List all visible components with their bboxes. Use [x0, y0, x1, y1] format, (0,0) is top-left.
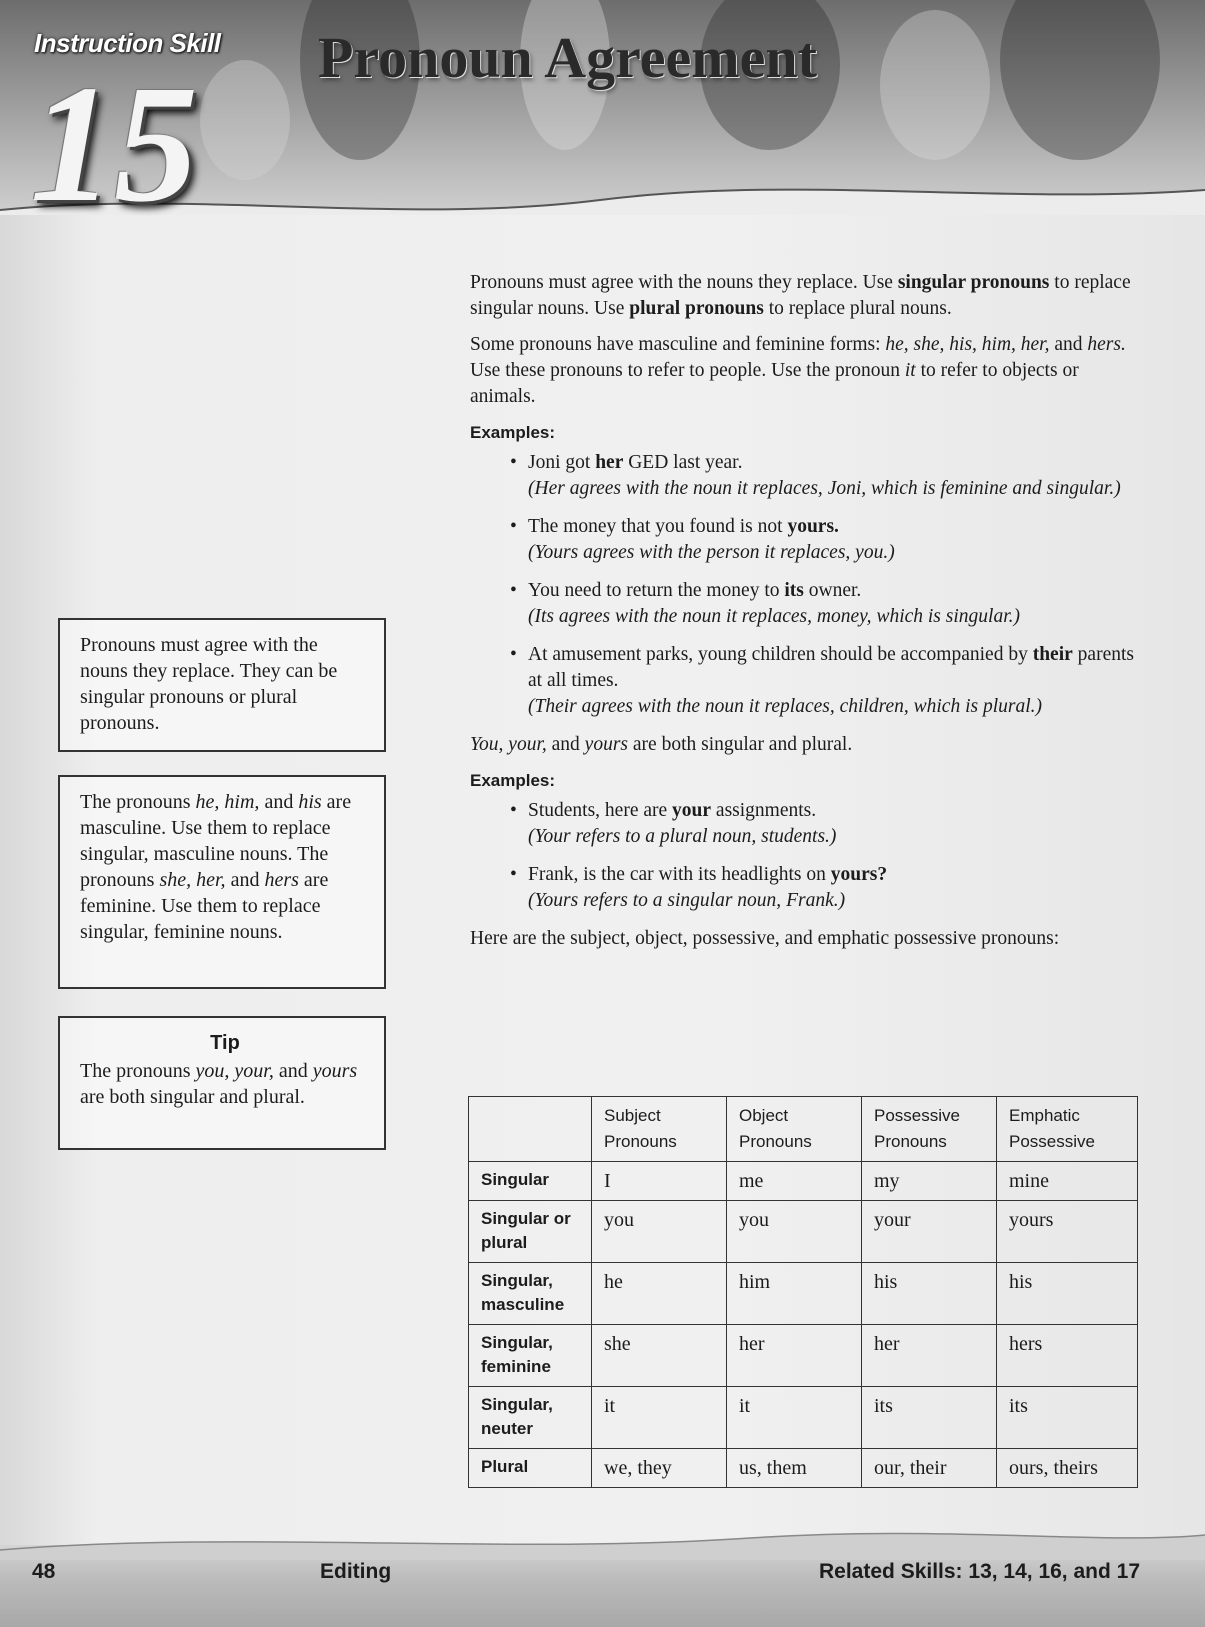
table-cell: it: [727, 1387, 862, 1449]
tip-body: The pronouns you, your, and yours are both singular and plural.: [80, 1060, 358, 1108]
table-header-cell: Object Pronouns: [727, 1097, 862, 1162]
banner-texture: [880, 10, 990, 160]
pronoun-table: [468, 1096, 1138, 1488]
table-cell: his: [997, 1263, 1138, 1325]
tip-title: Tip: [210, 1032, 240, 1054]
list-item: • Joni got her GED last year. (Her agrees with the noun it replaces, Joni, which is feminine and singular.): [510, 452, 1121, 499]
table-cell: you: [592, 1201, 727, 1263]
table-cell: hers: [997, 1325, 1138, 1387]
row-label: Singular or plural: [469, 1201, 592, 1263]
list-item: • At amusement parks, young children should be accompanied by their parents at all times. (Their agrees with the noun it replaces, children, which is plural.): [510, 644, 1134, 717]
table-cell: my: [862, 1162, 997, 1201]
table-cell: he: [592, 1263, 727, 1325]
table-cell: I: [592, 1162, 727, 1201]
sidebar-summary-box: Pronouns must agree with the nouns they replace. They can be singular pronouns or plural pronouns.: [58, 618, 386, 752]
row-label: Singular, neuter: [469, 1387, 592, 1449]
table-header-cell: Subject Pronouns: [592, 1097, 727, 1162]
intro-paragraph-1: Pronouns must agree with the nouns they replace. Use singular pronouns to replace singular nouns. Use plural pronouns to replace plural nouns.: [470, 272, 1131, 319]
list-item: • The money that you found is not yours. (Yours agrees with the person it replaces, you.): [510, 516, 895, 563]
table-cell: your: [862, 1201, 997, 1263]
table-cell: me: [727, 1162, 862, 1201]
row-label: Singular, feminine: [469, 1325, 592, 1387]
examples-list: [470, 450, 1145, 720]
table-cell: it: [592, 1387, 727, 1449]
table-cell: we, they: [592, 1449, 727, 1488]
table-cell: our, their: [862, 1449, 997, 1488]
table-row: [469, 1449, 1138, 1488]
table-row: [469, 1162, 1138, 1201]
table-cell: ours, theirs: [997, 1449, 1138, 1488]
table-header-cell: Possessive Pronouns: [862, 1097, 997, 1162]
table-cell: yours: [997, 1201, 1138, 1263]
intro-paragraph-2: Some pronouns have masculine and feminine forms: he, she, his, him, her, and hers. Use these pronouns to refer to people. Use the pronoun it to refer to objects or animals.: [470, 334, 1126, 407]
table-row: [469, 1387, 1138, 1449]
table-cell: mine: [997, 1162, 1138, 1201]
page-title: Pronoun Agreement: [318, 25, 817, 90]
table-cell: its: [997, 1387, 1138, 1449]
tip-box: [58, 1016, 386, 1150]
you-note: You, your, and yours are both singular and plural.: [470, 734, 853, 755]
banner-texture: [200, 60, 290, 180]
table-header-row: [469, 1097, 1138, 1162]
table-cell: you: [727, 1201, 862, 1263]
row-label: Plural: [469, 1449, 592, 1488]
table-row: [469, 1325, 1138, 1387]
table-header-cell: [469, 1097, 592, 1162]
table-cell: her: [727, 1325, 862, 1387]
table-cell: its: [862, 1387, 997, 1449]
list-item: • Students, here are your assignments. (Your refers to a plural noun, students.): [510, 800, 837, 847]
table-row: [469, 1263, 1138, 1325]
row-label: Singular: [469, 1162, 592, 1201]
page-number: 48: [32, 1560, 56, 1583]
sidebar-gender-box: The pronouns he, him, and his are masculine. Use them to replace singular, masculine nouns. The pronouns she, her, and hers are feminine. Use them to replace singular, feminine nouns.: [58, 775, 386, 989]
table-cell: us, them: [727, 1449, 862, 1488]
table-row: [469, 1201, 1138, 1263]
table-cell: her: [862, 1325, 997, 1387]
related-skills: Related Skills: 13, 14, 16, and 17: [819, 1560, 1140, 1583]
banner-texture: [1000, 0, 1160, 160]
table-cell: him: [727, 1263, 862, 1325]
table-cell: she: [592, 1325, 727, 1387]
list-item: • You need to return the money to its owner. (Its agrees with the noun it replaces, money, which is singular.): [510, 580, 1020, 627]
section-name: Editing: [320, 1560, 392, 1583]
examples-list: [470, 798, 1145, 914]
row-label: Singular, masculine: [469, 1263, 592, 1325]
skill-label: Instruction Skill: [34, 28, 221, 58]
examples-heading: Examples:: [470, 771, 556, 790]
list-item: • Frank, is the car with its headlights on yours? (Yours refers to a singular noun, Frank.): [510, 864, 888, 911]
table-header-cell: Emphatic Possessive: [997, 1097, 1138, 1162]
examples-heading: Examples:: [470, 423, 556, 442]
table-cell: his: [862, 1263, 997, 1325]
skill-number: 15: [30, 51, 198, 237]
footer-wave: [0, 1520, 1205, 1560]
table-intro: Here are the subject, object, possessive, and emphatic possessive pronouns:: [470, 928, 1060, 949]
main-content: [470, 270, 1145, 962]
